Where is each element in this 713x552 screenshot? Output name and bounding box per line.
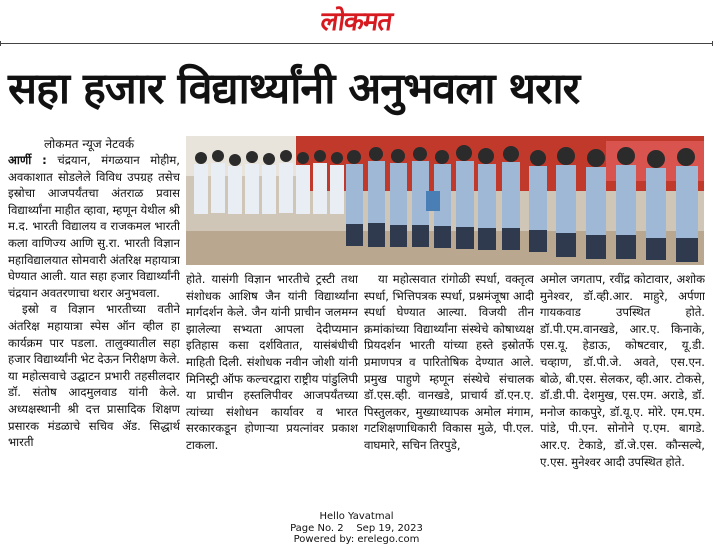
page-footer: [0, 511, 713, 546]
newspaper-logo: लोकमत: [318, 7, 394, 37]
dateline: आर्णी :: [8, 153, 47, 167]
paragraph: या महोत्सवात रांगोळी स्पर्धा, वक्तृत्व स्पर्धा, भित्तिपत्रक स्पर्धा, प्रश्नमंजूषा आदी स्पर्धा घेण्यात आल्या. विजयी तीन क्रमांकांच्या विद्यार्थ्यांना संस्थेचे कोषाध्यक्ष प्रियदर्शन भारती यांच्या हस्ते इस्रोतर्फे प्रमाणपत्र व पारितोषिक देण्यात आले. प्रमुख पाहुणे म्हणून संस्थेचे संचालक डॉ.एस.व्ही. वानखडे, प्राचार्य डॉ.एन.ए. पिस्तुलकर, मुख्याध्यापक अमोल मंगाम, गटशिक्षणाधिकारी विकास मुळे, पी.एल. वाघमारे, सचिन तिरपुडे,: [364, 272, 534, 452]
byline: लोकमत न्यूज नेटवर्क: [44, 137, 135, 151]
paragraph: होते. यासंगी विज्ञान भारतीचे ट्रस्टी तथा संशोधक आशिष जैन यांनी विद्यार्थ्यांना मार्गदर्शन केले. जैन यांनी प्राचीन जलमग्न झालेल्या सभ्यता आपला देदीप्यमान इतिहास कसा दर्शवितात, यासंबंधीची माहिती दिली. संशोधक नवीन जोशी यांनी मिनिस्ट्री ऑफ कल्चरद्वारा राष्ट्रीय पांडुलिपी या प्राचीन हस्तलिपीवर आजपर्यंतच्या त्यांच्या संशोधन कार्यावर व भारत सरकारकडून होणाऱ्या प्रयत्नांवर प्रकाश टाकला.: [186, 272, 358, 452]
students-group-photo: [186, 136, 704, 265]
masthead-rule: [0, 43, 713, 44]
article-column-3: [364, 271, 534, 507]
news-photo: [186, 136, 704, 265]
footer-powered-by: Powered by: erelego.com: [293, 534, 420, 545]
lead-paragraph: चंद्रयान, मंगळयान मोहीम, अवकाशात सोडलेले विविध उपग्रह तसेच इस्रोचा आजपर्यंतचा अंतराळ प्रवास विद्यार्थ्यांना माहीत व्हावा, म्हणून येथील श्री म.द. भारती विद्यालय व राजकमल भारती कला वाणिज्य आणि सु.रा. भारती विज्ञान महाविद्यालयात सोमवारी अंतरिक्ष महायात्रा घेण्यात आली. यात सहा हजार विद्यार्थ्यांनी चंद्रयान अवतरणाचा थरार अनुभवला.: [8, 153, 180, 300]
footer-page-date: Page No. 2 Sep 19, 2023: [290, 522, 423, 534]
rule-tick: [0, 41, 1, 46]
footer-publication: Hello Yavatmal: [319, 511, 394, 522]
article-column-2: [186, 271, 358, 507]
paragraph: इस्रो व विज्ञान भारतीच्या वतीने अंतरिक्ष महायात्रा स्पेस ऑन व्हील हा कार्यक्रम पार पडला. तालुक्यातील सहा हजार विद्यार्थ्यांनी भेट देऊन निरीक्षण केले. या महोत्सवाचे उद्घाटन प्रभारी तहसीलदार डॉ. संतोष आदमुलवाड यांनी केले. अध्यक्षस्थानी श्री दत्त प्रासादिक शिक्षण प्रसारक मंडळाचे सचिव ॲड. सिद्धार्थ भारती: [8, 302, 180, 450]
article-column-4: [540, 271, 705, 507]
masthead: [0, 0, 713, 40]
paragraph: अमोल जगताप, रवींद्र कोटावार, अशोक मुनेश्वर, डॉ.व्ही.आर. माहुरे, अर्पणा गायकवाड उपस्थित होते. डॉ.पी.एम.वानखडे, आर.ए. किनाके, एस.यू. हेडाऊ, कोषटवार, यू.डी. चव्हाण, डॉ.पी.जे. अवते, एस.एन. बोळे, बी.एस. सेलकर, व्ही.आर. टोकसे, डॉ.डी.पी. देशमुख, एस.एम. अराडे, डॉ. मनोज काकपुरे, डॉ.यू.ए. मोरे. एम.एम. पांडे, पी.एन. सोनोने ए.एम. बागडे. आर.ए. टेकाडे, डॉ.जे.एस. कौन्सल्ये, ए.एस. मुनेश्वर आदी उपस्थित होते.: [540, 272, 705, 469]
article-column-1: [8, 152, 180, 507]
headline: सहा हजार विद्यार्थ्यांनी अनुभवला थरार: [8, 64, 580, 114]
